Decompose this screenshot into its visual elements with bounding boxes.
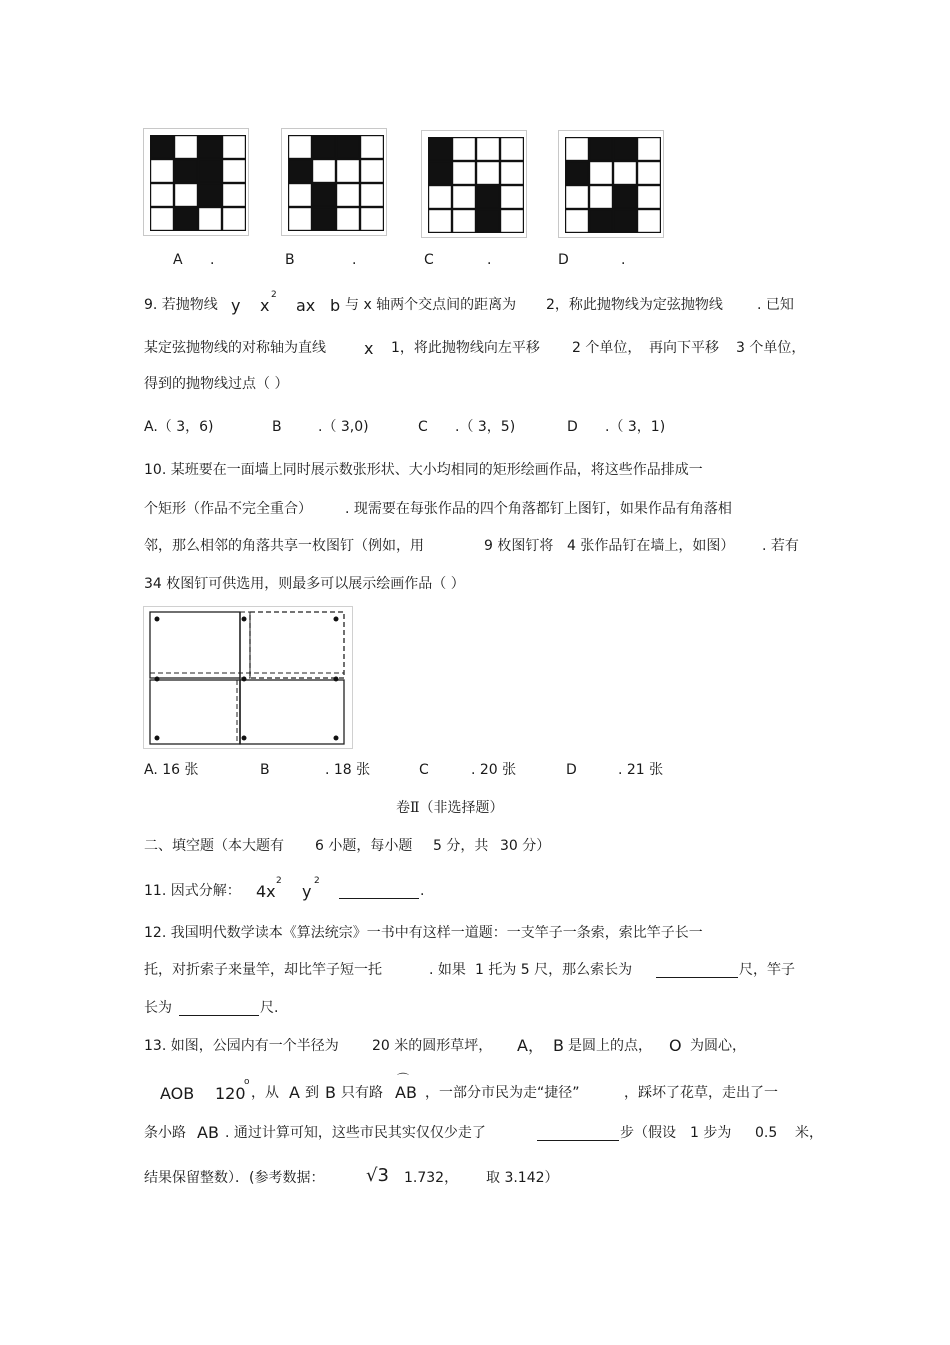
q10-text: 4 张作品钉在墙上，如图） (567, 538, 735, 554)
q13-text: 为圆心， (690, 1038, 746, 1054)
q13-text: 1 步为 (690, 1125, 732, 1141)
q13-text: ，踩坏了花草，走出了一 (624, 1085, 778, 1101)
q13-math: A (289, 1083, 300, 1102)
q10-text: 34 枚图钉可供选用，则最多可以展示绘画作品（ ） (144, 576, 465, 592)
grid-cell-empty (151, 160, 174, 183)
grid-cell-empty (501, 138, 524, 161)
grid-cell-empty (590, 186, 613, 209)
option-label-a: A (173, 252, 183, 268)
q13-text: 只有路 (341, 1085, 383, 1101)
option-dot-d: . (621, 252, 626, 268)
q13-math: AOB (160, 1084, 195, 1103)
figure-c (421, 130, 527, 238)
grid-cell-empty (175, 184, 198, 207)
q9-text: 2 个单位， (572, 340, 642, 356)
grid-cell-empty (638, 138, 661, 161)
q12-text: 1 托为 5 尺，那么索长为 (475, 962, 633, 978)
option-label-b: B (285, 252, 295, 268)
q9-option-d: .（ 3，1) (605, 419, 666, 435)
option-dot-c: . (487, 252, 492, 268)
grid-cell-empty (361, 208, 384, 231)
q10-option-c: . 20 张 (471, 762, 517, 778)
option-dot-b: . (352, 252, 357, 268)
grid-cell-empty (429, 210, 452, 233)
grid-cell-empty (453, 162, 476, 185)
option-label-d: D (558, 252, 569, 268)
grid-cell-empty (590, 162, 613, 185)
q9-option-d: D (567, 419, 578, 435)
option-dot-a: . (210, 252, 215, 268)
q9-math: b (330, 296, 341, 315)
q13-text: 0.5 (755, 1125, 778, 1141)
q9-option-b: B (272, 419, 282, 435)
q13-text: 取 3.142） (486, 1170, 559, 1186)
q9-text: 再向下平移 (649, 340, 719, 356)
grid-cell-empty (151, 208, 174, 231)
grid-cell-filled (429, 138, 452, 161)
grid-cell-filled (313, 184, 336, 207)
sqrt-symbol: √3 (366, 1165, 389, 1186)
q12-text: 长为 (144, 1000, 172, 1016)
q12-text: 12. 我国明代数学读本《算法统宗》一书中有这样一道题：一支竿子一条索，索比竿子长一 (144, 925, 703, 941)
grid-cell-empty (199, 208, 222, 231)
q13-text: 条小路 (144, 1125, 186, 1141)
grid-cell-empty (337, 160, 360, 183)
grid-cell-filled (199, 184, 222, 207)
grid-cell-filled (614, 186, 637, 209)
q9-option-a: A.（ 3，6) (144, 419, 214, 435)
section-part2: 30 分） (500, 838, 551, 854)
grid-cell-empty (501, 162, 524, 185)
q9-math: ax (296, 296, 316, 315)
q13-text: 是圆上的点， (568, 1038, 652, 1054)
grid-cell-empty (566, 186, 589, 209)
q13-math: AB (395, 1083, 417, 1102)
q11-math: y (302, 882, 312, 901)
q13-text: . 通过计算可知，这些市民其实仅仅少走了 (225, 1125, 486, 1141)
grid-cell-empty (566, 138, 589, 161)
q13-text: 1.732， (404, 1170, 459, 1186)
q9-text: 1，将此抛物线向左平移 (391, 340, 540, 356)
section-part2: 6 小题，每小题 (315, 838, 413, 854)
grid-cell-filled (590, 138, 613, 161)
q9-option-c: .（ 3，5) (455, 419, 516, 435)
grid-cell-empty (223, 184, 246, 207)
q12-rope-blank[interactable] (656, 977, 738, 978)
q13-math: O (669, 1036, 682, 1055)
q12-text: 尺. (260, 1000, 279, 1016)
q12-text: 托，对折索子来量竿，却比竿子短一托 (144, 962, 382, 978)
q11-text: 11. 因式分解： (144, 883, 241, 899)
grid-cell-empty (638, 210, 661, 233)
q13-text: 到 (305, 1085, 319, 1101)
q10-option-d: D (566, 762, 577, 778)
grid-cell-empty (223, 160, 246, 183)
q10-text: 10. 某班要在一面墙上同时展示数张形状、大小均相同的矩形绘画作品，将这些作品排成一 (144, 462, 703, 478)
figure-a (143, 128, 249, 236)
grid-cell-filled (614, 210, 637, 233)
grid-cell-filled (337, 136, 360, 159)
q10-text: 个矩形（作品不完全重合） (144, 501, 312, 517)
q9-text: 某定弦抛物线的对称轴为直线 (144, 340, 326, 356)
grid-cell-empty (223, 136, 246, 159)
grid-cell-empty (337, 208, 360, 231)
grid-cell-empty (151, 184, 174, 207)
q10-text: 邻，那么相邻的角落共享一枚图钉（例如，用 (144, 538, 424, 554)
q9-text: 与 x 轴两个交点间的距离为 (345, 297, 517, 313)
q10-option-c: C (419, 762, 429, 778)
q13-math: o (244, 1077, 250, 1087)
q13-answer-blank[interactable] (537, 1140, 619, 1141)
q11-answer-blank[interactable] (339, 898, 419, 899)
grid-cell-empty (361, 160, 384, 183)
grid-cell-empty (337, 184, 360, 207)
q13-text: 20 米的圆形草坪， (372, 1038, 493, 1054)
grid-cell-empty (223, 208, 246, 231)
grid-cell-empty (289, 208, 312, 231)
grid-cell-empty (175, 136, 198, 159)
grid-cell-empty (477, 138, 500, 161)
grid-cell-empty (566, 210, 589, 233)
grid-cell-empty (477, 162, 500, 185)
q9-text: 2，称此抛物线为定弦抛物线 (546, 297, 723, 313)
grid-cell-filled (313, 136, 336, 159)
grid-cell-empty (453, 210, 476, 233)
q11-math: 2 (276, 876, 282, 886)
section-title: 卷Ⅱ（非选择题） (396, 800, 504, 816)
q9-text: 得到的抛物线过点（ ） (144, 376, 289, 392)
section-part2: 5 分，共 (433, 838, 489, 854)
grid-cell-filled (429, 162, 452, 185)
option-label-c: C (424, 252, 434, 268)
grid-cell-empty (361, 184, 384, 207)
grid-cell-empty (453, 186, 476, 209)
grid-cell-empty (429, 186, 452, 209)
grid-cell-empty (289, 184, 312, 207)
q11-math: 2 (314, 876, 320, 886)
q13-text: ，从 (251, 1085, 279, 1101)
grid-cell-filled (313, 208, 336, 231)
q9-text: 9. 若抛物线 (144, 297, 218, 313)
q13-math: B (553, 1036, 564, 1055)
arc-symbol: ⌒ (397, 1072, 410, 1086)
grid-cell-empty (614, 162, 637, 185)
q9-math: y (231, 296, 241, 315)
grid-cell-filled (199, 136, 222, 159)
q13-math: A， (517, 1036, 544, 1055)
q12-text: . 如果 (429, 962, 466, 978)
q13-text: ，一部分市民为走“捷径” (425, 1085, 580, 1101)
q9-math: x (260, 296, 270, 315)
grid-cell-empty (638, 162, 661, 185)
q10-option-d: . 21 张 (618, 762, 664, 778)
grid-cell-filled (175, 160, 198, 183)
grid-cell-filled (477, 210, 500, 233)
q10-text: . 现需要在每张作品的四个角落都钉上图钉，如果作品有角落相 (345, 501, 732, 517)
q9-text: 3 个单位， (736, 340, 806, 356)
grid-cell-empty (289, 136, 312, 159)
q10-option-b: B (260, 762, 270, 778)
q13-math: 120 (215, 1084, 246, 1103)
q13-text: 步（假设 (620, 1125, 676, 1141)
figure-d (558, 130, 664, 238)
grid-cell-empty (453, 138, 476, 161)
q13-math: B (325, 1083, 336, 1102)
q9-option-b: .（ 3,0) (318, 419, 369, 435)
grid-cell-filled (175, 208, 198, 231)
q13-text: 13. 如图，公园内有一个半径为 (144, 1038, 339, 1054)
grid-cell-filled (151, 136, 174, 159)
pinned-artworks-figure (143, 606, 353, 749)
q11-math: 4x (256, 882, 276, 901)
grid-cell-filled (590, 210, 613, 233)
q13-text: 结果保留整数）．(参考数据： (144, 1170, 325, 1186)
q9-option-c: C (418, 419, 428, 435)
grid-cell-filled (289, 160, 312, 183)
q13-text: 米， (795, 1125, 823, 1141)
grid-cell-filled (566, 162, 589, 185)
grid-cell-filled (199, 160, 222, 183)
q9-math: x (364, 339, 374, 358)
q9-math: 2 (271, 290, 277, 300)
q10-text: . 若有 (762, 538, 799, 554)
section-part2: 二、填空题（本大题有 (144, 838, 284, 854)
q10-option-a: A. 16 张 (144, 762, 199, 778)
grid-cell-empty (313, 160, 336, 183)
grid-cell-empty (638, 186, 661, 209)
grid-cell-filled (614, 138, 637, 161)
grid-cell-empty (501, 210, 524, 233)
q13-math: AB (197, 1123, 219, 1142)
q10-text: 9 枚图钉将 (484, 538, 554, 554)
q10-option-b: . 18 张 (325, 762, 371, 778)
figure-b (281, 128, 387, 236)
q12-text: 尺，竿子 (739, 962, 795, 978)
grid-cell-empty (361, 136, 384, 159)
q9-text: . 已知 (757, 297, 794, 313)
q11-text: . (420, 883, 425, 899)
grid-cell-filled (477, 186, 500, 209)
grid-cell-empty (501, 186, 524, 209)
q12-pole-blank[interactable] (179, 1015, 259, 1016)
